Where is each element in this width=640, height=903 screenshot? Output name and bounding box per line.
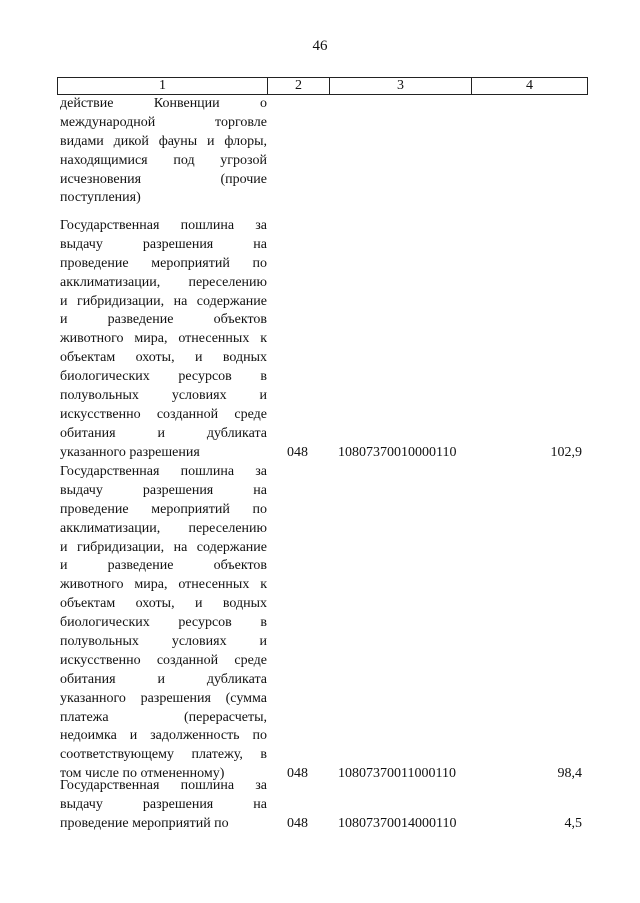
budget-code: 10807370010000110 xyxy=(338,444,457,460)
description-line: биологических ресурсов в xyxy=(60,615,267,631)
row-description xyxy=(60,463,267,784)
description-line: Государственная пошлина за xyxy=(60,778,267,793)
description-line: выдачу разрешения на xyxy=(60,796,267,812)
column-header-2: 2 xyxy=(268,78,330,95)
description-line: полувольных условиях и xyxy=(60,634,267,650)
description-line: Государственная пошлина за xyxy=(60,464,267,479)
column-header-1: 1 xyxy=(58,78,268,95)
description-line: международной торговле xyxy=(60,114,267,130)
description-line: недоимка и задолженность по xyxy=(60,728,267,744)
description-line: обитания и дубликата xyxy=(60,671,267,687)
admin-code: 048 xyxy=(287,766,308,782)
row-description xyxy=(60,217,267,463)
page-number: 46 xyxy=(312,38,328,54)
description-line: проведение мероприятий по xyxy=(60,501,267,517)
budget-code: 10807370011000110 xyxy=(338,766,456,782)
description-line: указанного разрешения (сумма xyxy=(60,690,267,706)
description-line: соответствующему платежу, в xyxy=(60,747,267,763)
description-line: и разведение объектов xyxy=(60,558,267,574)
description-line: Государственная пошлина за xyxy=(60,218,267,233)
description-line: проведение мероприятий по xyxy=(60,815,229,831)
description-line: видами дикой фауны и флоры, xyxy=(60,133,267,149)
amount: 4,5 xyxy=(564,815,582,831)
admin-code: 048 xyxy=(287,815,308,831)
description-line: объектам охоты, и водных xyxy=(60,596,267,612)
description-line: исчезновения (прочие xyxy=(60,171,267,187)
description-line: объектам охоты, и водных xyxy=(60,350,267,366)
description-line: животного мира, отнесенных к xyxy=(60,577,267,593)
row-description xyxy=(60,95,267,208)
description-line: находящимися под угрозой xyxy=(60,152,267,168)
description-line: и гибридизации, на содержание xyxy=(60,293,267,309)
description-line: акклиматизации, переселению xyxy=(60,520,267,536)
description-line: искусственно созданной среде xyxy=(60,406,267,422)
description-line: обитания и дубликата xyxy=(60,425,267,441)
description-line: животного мира, отнесенных к xyxy=(60,331,267,347)
description-line: выдачу разрешения на xyxy=(60,482,267,498)
budget-code: 10807370014000110 xyxy=(338,815,457,831)
description-line: том числе по отмененному) xyxy=(60,766,225,782)
description-line: и разведение объектов xyxy=(60,312,267,328)
amount: 102,9 xyxy=(550,444,582,460)
description-line: действие Конвенции о xyxy=(60,96,267,111)
admin-code: 048 xyxy=(287,444,308,460)
row-description xyxy=(60,777,267,834)
description-line: проведение мероприятий по xyxy=(60,255,267,271)
description-line: платежа (перерасчеты, xyxy=(60,709,267,725)
description-line: поступления) xyxy=(60,190,141,206)
description-line: акклиматизации, переселению xyxy=(60,274,267,290)
column-header-row xyxy=(57,77,588,95)
column-header-3: 3 xyxy=(330,78,472,95)
amount: 98,4 xyxy=(557,766,582,782)
description-line: выдачу разрешения на xyxy=(60,236,267,252)
description-line: биологических ресурсов в xyxy=(60,369,267,385)
description-line: искусственно созданной среде xyxy=(60,652,267,668)
description-line: указанного разрешения xyxy=(60,444,200,460)
description-line: полувольных условиях и xyxy=(60,388,267,404)
column-header-4: 4 xyxy=(472,78,588,95)
description-line: и гибридизации, на содержание xyxy=(60,539,267,555)
